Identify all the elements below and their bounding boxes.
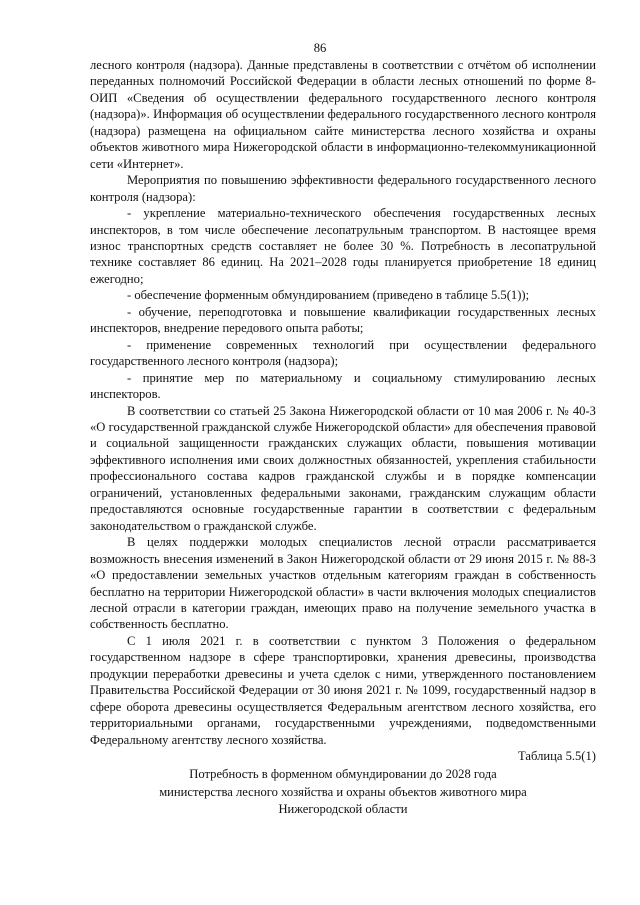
list-item-technology: - применение современных технологий при осуществлении федерального государственного лесного контроля (надзора);: [90, 337, 596, 369]
list-item-transport: - укрепление материально-технического обеспечения государственных лесных инспекторов, в том числе обеспечение лесопатрульным транспортом. В настоящее время износ транспортных средств составляет не более 30 %. Потребность в лесопатрульной технике составляет 86 единиц. На 2021–2028 годы планируется приобретение 18 единиц ежегодно;: [90, 206, 596, 286]
paragraph-measures-intro: Мероприятия по повышению эффективности федерального государственного лесного контроля (надзора):: [90, 173, 596, 204]
body-text: [90, 57, 596, 819]
table-title: [90, 766, 596, 819]
table-title-line: Нижегородской области: [278, 802, 408, 817]
paragraph-civil-service-law: В соответствии со статьей 25 Закона Нижегородской области от 10 мая 2006 г. № 40-З «О государственной гражданской службе Нижегородской области» для обеспечения правовой и социальной защищенности гражданских служащих области, повышения мотивации эффективного исполнения ими своих должностных обязанностей, укрепления стабильности профессионального состава кадров гражданской службы и в порядке компенсации ограничений, установленных федеральными законами, гражданским служащим области предоставляются основные государственные гарантии в соответствии с федеральным законодательством о гражданской службе.: [90, 403, 596, 533]
table-title-line: министерства лесного хозяйства и охраны объектов животного мира: [159, 784, 527, 799]
table-title-line: Потребность в форменном обмундировании до 2028 года: [189, 767, 497, 782]
list-item-training: - обучение, переподготовка и повышение квалификации государственных лесных инспекторов, внедрение передового опыта работы;: [90, 304, 596, 336]
paragraph-young-specialists: В целях поддержки молодых специалистов лесной отрасли рассматривается возможность внесения изменений в Закон Нижегородской области от 29 июня 2015 г. № 88-З «О предоставлении земельных участков отдельным категориям граждан в собственность бесплатно на территории Нижегородской области» в части включения молодых специалистов лесной отрасли в категории граждан, имеющих право на получение земельного участка в собственность бесплатно.: [90, 535, 596, 632]
page-number: 86: [313, 41, 327, 55]
paragraph-timber-supervision: С 1 июля 2021 г. в соответствии с пунктом 3 Положения о федеральном государственном надзоре в сфере транспортировки, хранения древесины, производства продукции переработки древесины и учета сделок с ними, утвержденного постановлением Правительства Российской Федерации от 30 июня 2021 г. № 1099, государственный надзор в сфере оборота древесины осуществляется Федеральным агентством лесного хозяйства, его территориальными органами, государственными учреждениями, подведомственными Федеральному агентству лесного хозяйства.: [90, 633, 596, 747]
table-caption: Таблица 5.5(1): [518, 749, 596, 764]
list-item-uniform: - обеспечение форменным обмундированием (приведено в таблице 5.5(1));: [127, 288, 530, 303]
paragraph-control-report: лесного контроля (надзора). Данные представлены в соответствии с отчётом об исполнении переданных полномочий Российской Федерации в области лесных отношений по форме 8-ОИП «Сведения об осуществлении федерального государственного лесного контроля (надзора)». Информация об осуществлении федерального государственного лесного контроля (надзора) размещена на официальном сайте министерства лесного хозяйства и охраны объектов животного мира Нижегородской области в информационно-телекоммуникационной сети «Интернет».: [90, 58, 596, 171]
list-item-incentives: - принятие мер по материальному и социальному стимулированию лесных инспекторов.: [90, 370, 596, 402]
